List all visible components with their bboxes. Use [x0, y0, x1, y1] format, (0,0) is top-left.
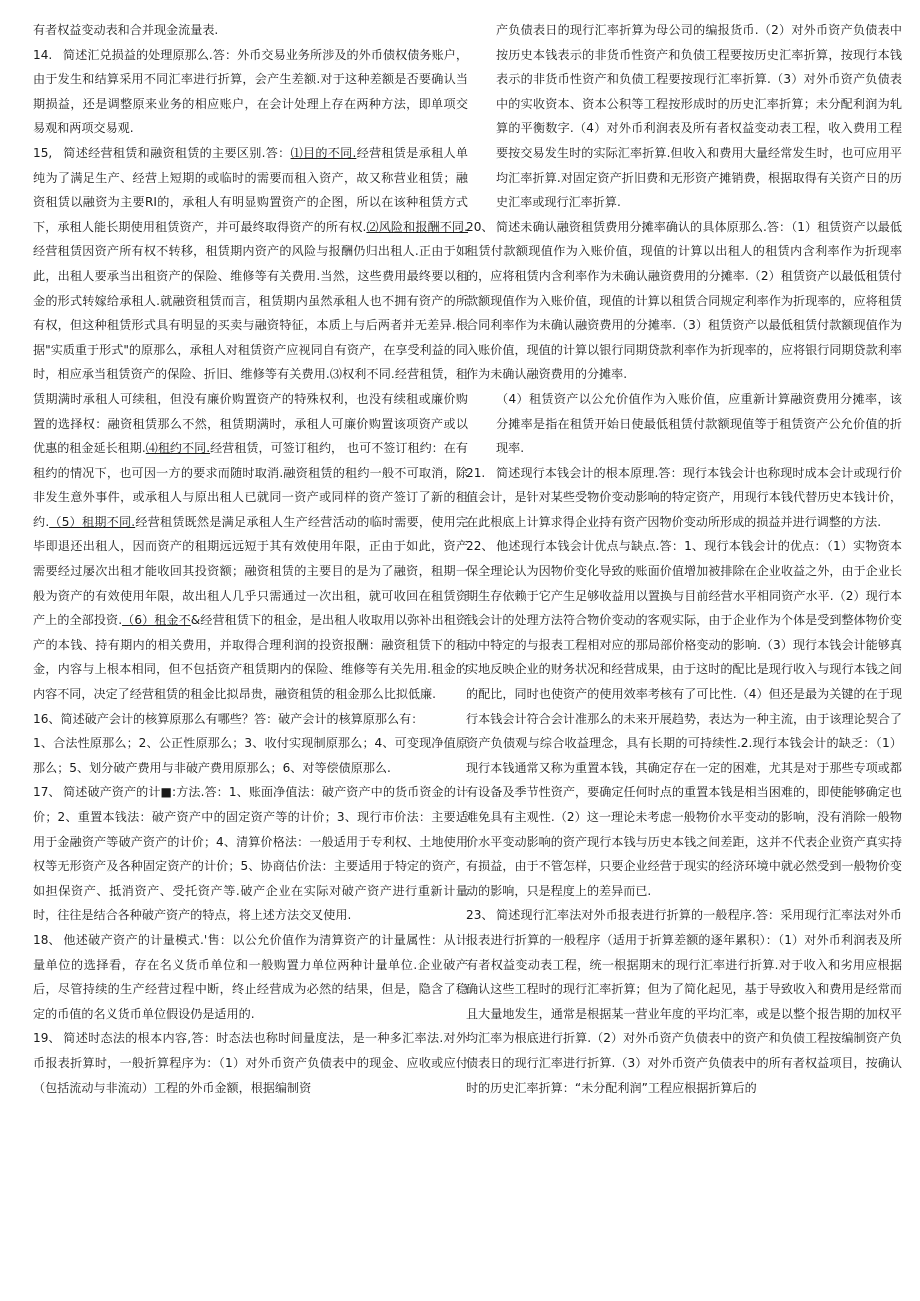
question-21 — [466, 461, 902, 535]
question-number: 22、 — [466, 539, 494, 554]
left-column — [33, 18, 468, 1100]
underlined-heading: ⑵风险和报酬不同. — [366, 219, 468, 234]
question-15 — [33, 141, 468, 707]
question-17 — [33, 780, 468, 928]
question-text: 简述时态法的根本内容,答：时态法也称时间量度法，是一种多汇率法.对外币报表折算时，一般折算程序为：（1）对外币资产负债表中的现金、应收或应付（包括流动与非流动）工程的外币金额，根据编制资 — [33, 1031, 468, 1095]
question-text: 简述破产会计的核算原那么有哪些？答：破产会计的核算原那么有： — [60, 711, 424, 726]
answer-text: 经营租赁既然是满足承租人生产经营活动的临时需要，使用完毕即退还出租人，因而资产的租期远远短于其有效使用年限，正由于如此，资产需要经过屡次出租才能收回其投资额；融资租赁的主要目的是为了融资，租期一般为资产的有效使用年限，故出租人几乎只需通过一次出租，就可收回在租赁资产上的全部投资. — [33, 514, 468, 628]
answer-text: 1、合法性原那么；2、公正性原那么；3、收付实现制原那么；4、可变现净值原那么；5、划分破产费用与非破产费用原那么；6、对等偿债原那么. — [33, 736, 468, 775]
question-19 — [33, 1026, 468, 1100]
question-text: 简述现行本钱会计的根本原理.答：现行本钱会计也称现时成本会计或现行价值会计，是针对某些受物价变动影响的特定资产，用现行本钱代替历史本钱计价，在此根底上计算求得企业持有资产因物价变动所形成的损益并进行调整的方法. — [466, 465, 902, 529]
question-number: 16、 — [33, 711, 61, 726]
question-text: 他述破产资产的计量模式.'售：以公允价值作为清算资产的计量属性：从计量单位的选择看，存在名义货币单位和一般购置力单位两种计量单位.企业破产后，尽管持续的生产经营过程中断，终止经营成为必然的结果，但是，隐含了稳定的币值的名义货币单位假设仍是适用的. — [33, 932, 468, 1021]
question-text: 简述汇兑损益的处理原那么.答：外币交易业务所涉及的外币债权债务账户，由于发生和结算采用不同汇率进行折算，会产生差额.对于这种差额是否要确认当期损益，还是调整原来业务的相应账户，在会计处理上存在两种方法，即单项交易观和两项交易观. — [33, 47, 468, 136]
underlined-heading: ⑴目的不同. — [290, 145, 357, 160]
question-number: 17、 — [33, 785, 61, 800]
question-20 — [466, 215, 902, 461]
question-number: 14. — [33, 47, 53, 62]
answer-text: 经营租赁是承租人单纯为了满足生产、经营上短期的或临时的需要而租入资产，故又称营业租赁；融资租赁以融资为主要RI的，承租人有明显购置资产的企图，所以在该种租赁方式下，承租人能长期使用租赁资产，并可最终取得资产的所有权. — [33, 145, 468, 234]
question-text: 他述现行本钱会计优点与缺点.答：1、现行本钱会计的优点：（1）实物资本保全理论认为因物价变化导致的账面价值增加被排除在企业收益之外，由于企业长期生存依赖于它产生足够收益用以置换与目前经营水平相同资产水平.（2）现行本钱会计的处理方法符合物价变动的客观实际，由于企业作为个体是受到整体物价变动中特定的与报表工程相对应的那局部价格变动的影响.（3）现行本钱会计能够真实地反映企业的财务状况和经营成果，由于这时的配比是现行收入与现行本钱之间的配比，同时也使资产的使用效率考核有了可比性.（4）但还是最为关键的在于现行本钱会计符合会计准那么的未来开展趋势，表达为一种主流，由于该理论契合了资产负债观与综合收益理念，具有长期的可持续性.2.现行本钱会计的缺乏：（1）现行本钱通常又称为重置本钱，其确定存在一定的困难，尤其是对于那些专项或都有设备及季节性资产，要确定任何时点的重置本钱是相当困难的，即使能够确定也难免具有主观性.（2）这一理论未考虑一般物价水平变动的影响，没有消除一般物价水平变动影响的资产现行本钱与历史本钱之间差距，这并不代表企业资产真实持有损益，由于不管怎样，只要企业经营于现实的经济环境中就必然受到一般物价变动的影响，只是程度上的差异而已. — [466, 539, 902, 898]
question-number: 18、 — [33, 932, 61, 947]
underlined-heading: （6）租金不 — [122, 613, 191, 628]
question-18 — [33, 928, 468, 1026]
question-22 — [466, 534, 902, 903]
underlined-heading: ⑷租约不同. — [145, 441, 211, 456]
answer-text: 经营租赁，可签订租约， 也可不签订租约：在有租约的情况下，也可因一方的要求而随时取消.融资租赁的租约一般不可取消，除非发生意外事件，或承租人与原出租人已就同一资产或同样的资产签订了新的租约. — [33, 441, 468, 529]
answer-text: &经营租赁下的租金，是出租人收取用以弥补出租资产的本钱、持有期内的相关费用，并取得合理利润的投资报酬：融资租赁下的租金，内容与上根本相同，但不包括资产租赁期内的保险、维修等有关先用.租金的内容不同，决定了经营租赁的租金比拟昂贵，融资租赁的租金那么比拟低廉. — [33, 613, 468, 702]
question-23 — [466, 903, 902, 1100]
answer-text: （4）租赁资产以公允价值作为入账价值，应重新计算融资费用分摊率，该分摊率是指在租赁开始日使最低租赁付款额现值等于租赁资产公允价值的折现率. — [496, 391, 902, 456]
question-number: 19、 — [33, 1031, 61, 1046]
underlined-heading: （5）租期不同. — [49, 514, 136, 529]
question-14 — [33, 43, 468, 141]
question-number: 21. — [466, 465, 486, 480]
question-number: 23、 — [466, 908, 494, 923]
question-text: 简述未确认融资租赁费用分摊率确认的具体原那么.答：（1）租赁资产以最低租赁付款额现值作为入账价值，现值的计算以出租人的租赁内含利率作为折现率的，应将租赁内含利率作为未确认融资费用的分摊率.（2）租赁资产以最低租赁付款额现值作为入账价值，现值的计算以租赁合同规定利率作为折现率的，应将租赁合同利率作为未确认融资费用的分摊率.（3）租赁资产以最低租赁付款额现值作为入账价值，现值的计算以银行同期贷款利率作为折现率的，应将银行同期贷款利率作为未确认融资费用的分摊率. — [466, 219, 902, 382]
question-text: 简述现行汇率法对外币报表进行折算的一般程序.答：采用现行汇率法对外币报表进行折算的一般程序（适用于折算差额的逐年累积）：（1）对外币利润表及所有者权益变动表工程，统一根据期末的现行汇率进行折算.对于收入和劣用应根据确认这些工程时的现行汇率折算；但为了简化起见，基于导致收入和费用是经常而且大量地发生，通常是根据某一营业年度的平均汇率，或是以整个报告期的加权平均汇率为根底进行折算.（2）对外币资产负债表中的资产和负债工程按编制资产负债表日的现行汇率进行折算.（3）对外币资产负债表中的所有者权益项目，按确认时的历史汇率折算：“未分配利润”工程应根据折算后的 — [466, 908, 902, 1095]
question-16 — [33, 707, 468, 781]
right-column — [466, 18, 902, 1100]
question-number: 20、 — [466, 219, 494, 234]
answer-text: 经营租赁因资产所有权不转移，租赁期内资产的风险与报酬仍归出租人.正由于如此，出租人要承当出租资产的保险、维修等有关费用.当然，这些费用最终要以租金的形式转嫁给承租人.就融资租赁而言，租赁期内虽然承租人也不拥有资产的所有权，但这种租赁形式具有明显的买卖与融资特征，本质上与后两者并无差异.根据"实质重于形式"的原那么，承租人对租赁资产应视同自有资产，在享受利益的同时，相应承当租赁资产的保险、折旧、维修等有关费用.⑶权利不同.经营租赁，租赁期满时承租人可续租，但没有廉价购置资产的特殊权利，也没有续租或廉价购置的选择权：融资租赁那么不然，租赁期满时，承租人可廉价购置该项资产或以优惠的租金延长租期. — [33, 244, 468, 456]
continued-text: 有者权益变动表和合并现金流量表. — [33, 23, 219, 37]
question-text: 简述经营租赁和融资租赁的主要区别.答： — [63, 145, 291, 160]
continued-text: 产负债表日的现行汇率折算为母公司的编报货币.（2）对外币资产负债表中按历史本钱表示的非货币性资产和负债工程要按历史汇率折算，按现行本钱表示的非货币性资产和负债工程要按现行汇率折算.（3）对外币资产负债表中的实收资本、资本公积等工程按形成时的历史汇率折算；未分配利润为轧算的平衡数字.（4）对外币利润表及所有者权益变动表工程，收入费用工程要按交易发生时的实际汇率折算.但收入和费用大量经常发生时，也可应用平均汇率折算.对固定资产折旧费和无形资产摊销费，根据取得有关资产日的历史汇率或现行汇率折算. — [496, 23, 902, 210]
question-number: 15, — [33, 145, 53, 160]
question-text: 简述破产资产的计■:方法.答：1、账面净值法：破产资产中的货币资金的计价；2、重置本钱法：破产资产中的固定资产等的计价；3、现行市价法：主要适用于金融资产等破产资产的计价；4、清算价格法：一般适用于专利权、土地使用权等无形资产及各种固定资产的计价；5、协商估价法：主要适用于特定的资产，如担保资产、抵消资产、受托资产等.破产企业在实际对破产资产进行重新计量时，往往是结合各种破产资产的特点，将上述方法交叉使用. — [33, 785, 468, 923]
